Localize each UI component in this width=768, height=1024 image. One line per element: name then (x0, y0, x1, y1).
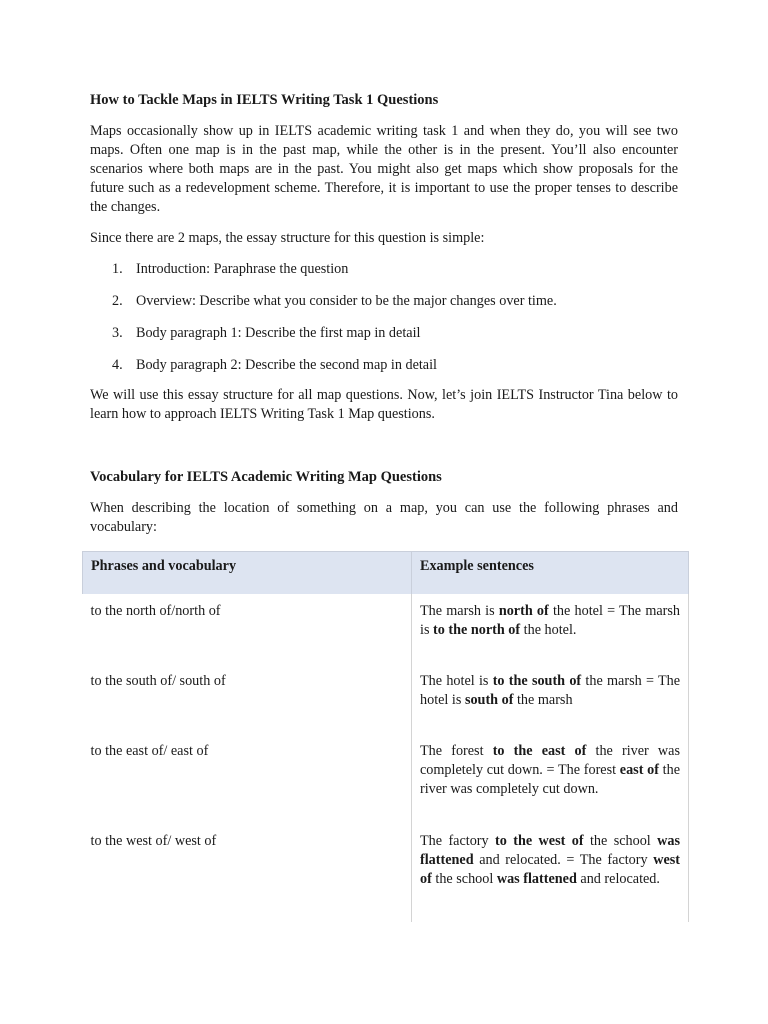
vocabulary-table (82, 551, 689, 922)
phrase-cell: to the south of/ south of (90, 673, 226, 689)
table-row (83, 734, 689, 824)
table-row (83, 664, 689, 734)
structure-intro-paragraph: Since there are 2 maps, the essay structure for this question is simple: (90, 230, 485, 246)
sentence-text: The hotel is (420, 673, 493, 689)
sentence-text: and relocated. = The factory (473, 852, 654, 868)
sentence-text: the river was completely cut down. = The forest (420, 743, 680, 778)
bold-phrase: to the west of (495, 833, 584, 849)
bold-phrase: to the south of (492, 673, 582, 689)
list-item: 2. Overview: Describe what you consider to be the major changes over time. (112, 293, 557, 309)
bold-phrase: east of (619, 762, 659, 778)
column-header-examples: Example sentences (412, 552, 689, 595)
sentence-text: The forest (420, 743, 493, 759)
list-item: 3. Body paragraph 1: Describe the first map in detail (112, 325, 421, 341)
sentence-text: the hotel. (520, 622, 577, 638)
phrase-cell: to the west of/ west of (90, 833, 217, 849)
bold-phrase: to the east of (492, 743, 587, 759)
intro-paragraph: Maps occasionally show up in IELTS academic writing task 1 and when they do, you will see two maps. Often one map is in the past map, while the other is in the present. You’ll also encounter scenarios where both maps are in the past. You might also get maps which show proposals for the future such as a redevelopment scheme. Therefore, it is important to use the proper tenses to describe the changes. (90, 123, 678, 215)
table-header-row (83, 552, 689, 595)
approach-paragraph: We will use this essay structure for all map questions. Now, let’s join IELTS Instructor Tina below to learn how to approach IELTS Writing Task 1 Map questions. (90, 387, 678, 422)
section-heading-maps: How to Tackle Maps in IELTS Writing Task 1 Questions (90, 92, 439, 108)
section-heading-vocabulary: Vocabulary for IELTS Academic Writing Map Questions (90, 469, 442, 485)
example-cell (412, 594, 689, 664)
sentence-text: The factory (420, 833, 496, 849)
list-item: 4. Body paragraph 2: Describe the second map in detail (112, 357, 437, 373)
sentence-text: the marsh (513, 692, 573, 708)
sentence-text: the hotel = The marsh is (420, 603, 680, 638)
column-header-phrases: Phrases and vocabulary (83, 552, 412, 595)
table-row (83, 594, 689, 664)
sentence-text: the river was completely cut down. (420, 762, 680, 797)
example-cell (412, 734, 689, 824)
bold-phrase: north of (498, 603, 549, 619)
example-cell (412, 664, 689, 734)
sentence-text: and relocated. (576, 871, 660, 887)
bold-phrase: was flattened (496, 871, 577, 887)
bold-phrase: south of (464, 692, 514, 708)
table-row (83, 824, 689, 922)
essay-structure-list (90, 260, 678, 388)
phrase-cell: to the north of/north of (90, 603, 221, 619)
phrase-cell: to the east of/ east of (90, 743, 209, 759)
sentence-text: the marsh = The hotel is (420, 673, 681, 708)
example-cell (412, 824, 689, 922)
sentence-text: the school (431, 871, 497, 887)
list-item: 1. Introduction: Paraphrase the question (112, 261, 349, 277)
bold-phrase: to the north of (433, 622, 521, 638)
bold-phrase: west of (420, 852, 680, 887)
sentence-text: the school (583, 833, 658, 849)
sentence-text: The marsh is (420, 603, 499, 619)
vocabulary-intro-paragraph: When describing the location of something on a map, you can use the following phrases and vocabulary: (90, 500, 678, 535)
bold-phrase: was flattened (420, 833, 681, 868)
